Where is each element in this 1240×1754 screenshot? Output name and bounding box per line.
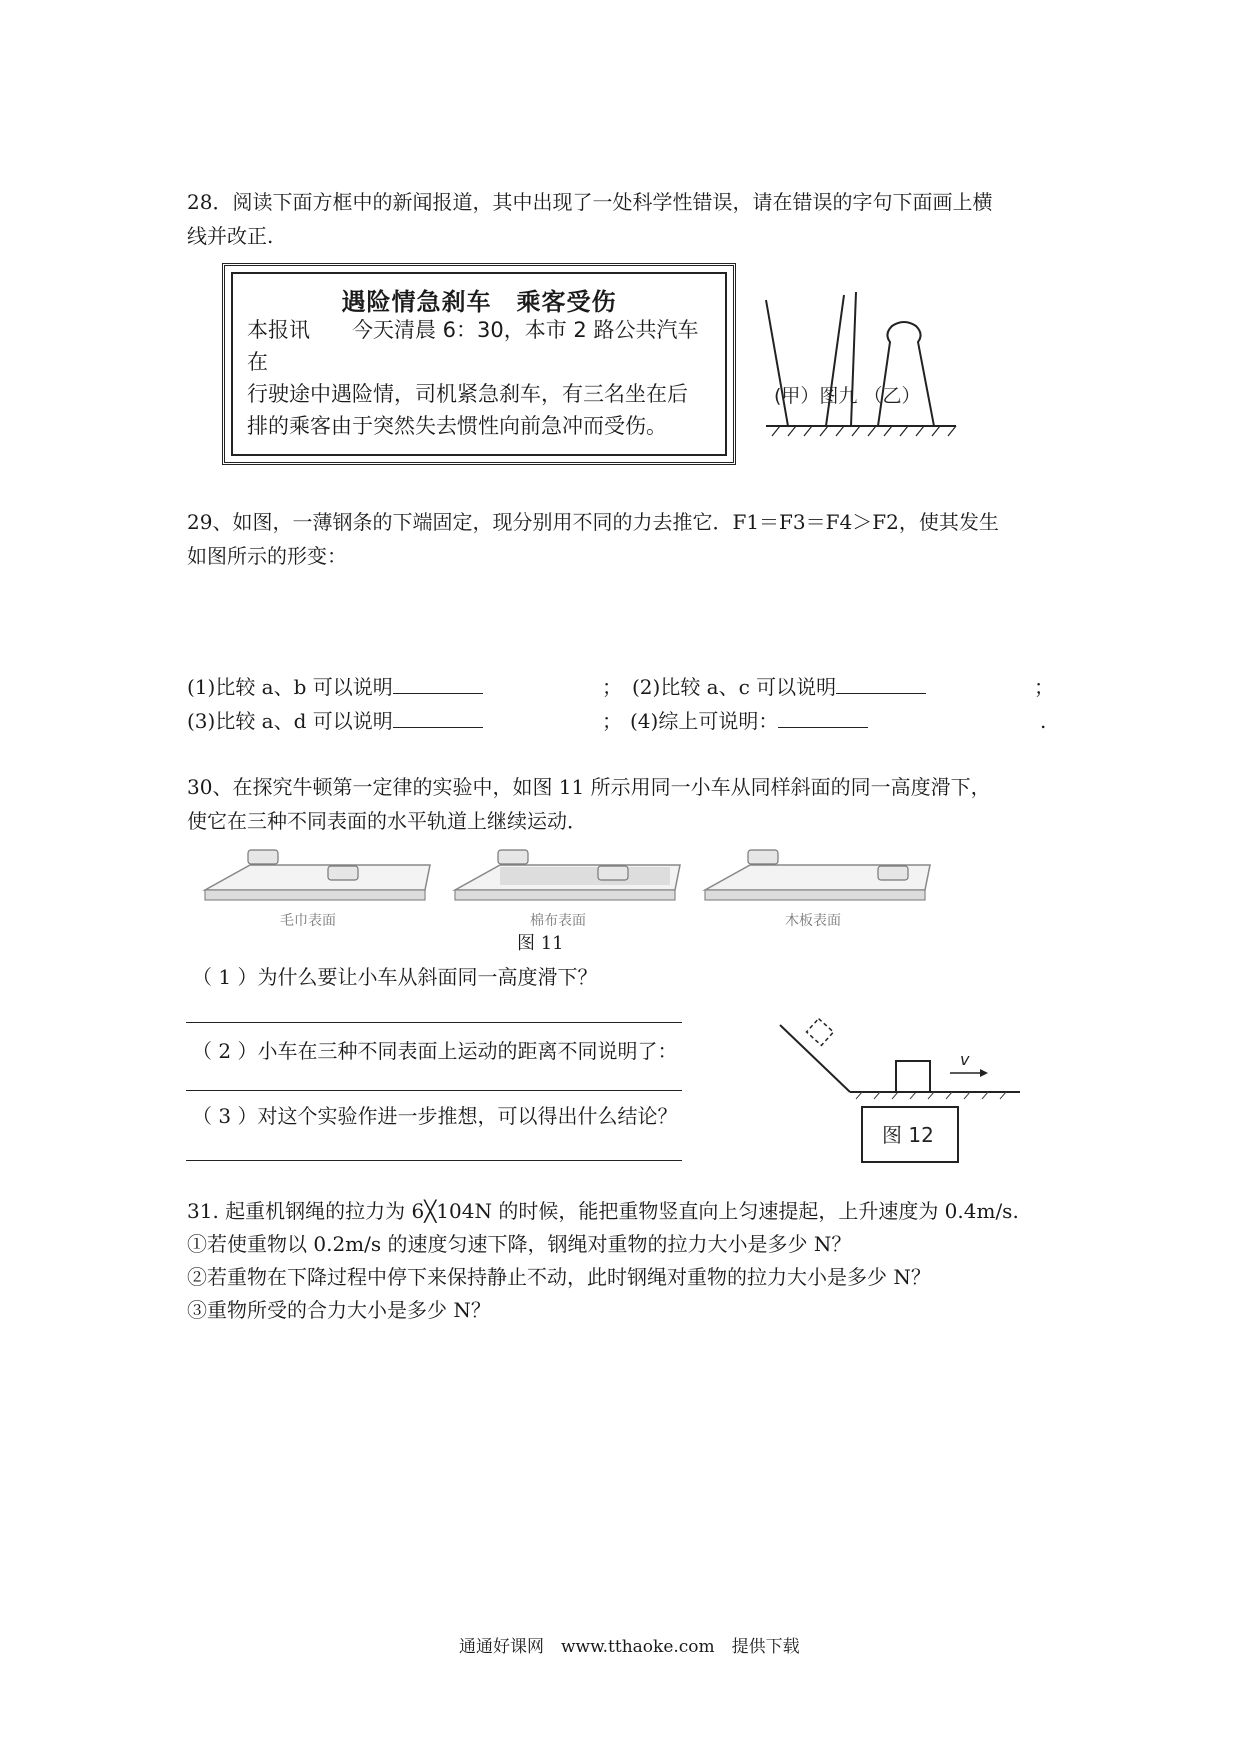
floor-hatching [856,1092,1006,1099]
news-title: 遇险情急刹车 乘客受伤 [341,288,617,316]
q29-item1-end: ； [602,675,622,699]
q29-item2-end: ； [1034,675,1054,699]
q30-sub1: （ 1 ）为什么要让小车从斜面同一高度滑下？ [192,965,598,989]
answer-line-3[interactable] [186,1160,682,1161]
label-towel: 毛巾表面 [280,913,336,929]
label-wood: 木板表面 [785,913,841,929]
q29-item1 [187,672,483,702]
figure-11 [200,845,1080,945]
strip-yi-shape [878,322,934,426]
q29-item1-blank[interactable] [393,673,483,694]
q29-item3-end: ； [602,709,622,733]
q29-item4-end: . [1040,709,1047,733]
q29-item4-blank[interactable] [778,707,868,728]
figure-9-caption: (甲）图九 （乙） [774,385,921,407]
label-cotton: 棉布表面 [530,913,586,929]
q31-sub1: ①若使重物以 0.2m/s 的速度匀速下降，钢绳对重物的拉力大小是多少 N？ [187,1232,852,1256]
car-wood-end [878,866,908,880]
q29-item2-blank[interactable] [836,673,926,694]
q29-item3-text: (3)比较 a、d 可以说明 [187,709,393,733]
q29-item4 [630,706,868,736]
q29-line2: 如图所示的形变： [187,544,347,568]
ramp-cotton [455,850,680,929]
fig11-caption: 图 11 [517,933,564,954]
q29-item4-text: (4)综上可说明： [630,709,779,733]
news-box [222,263,736,465]
incline-line [780,1025,850,1092]
q29-item1-text: (1)比较 a、b 可以说明 [187,675,393,699]
velocity-label: v [960,1050,970,1069]
strip-jia-left [766,300,788,426]
answer-line-2[interactable] [186,1090,682,1091]
q31-sub3: ③重物所受的合力大小是多少 N？ [187,1298,491,1322]
block [896,1061,930,1092]
velocity-arrowhead [980,1069,988,1077]
q31-line1: 31. 起重机钢绳的拉力为 6╳104N 的时候，能把重物竖直向上匀速提起，上升速度为 0.4m/s. [187,1199,1019,1223]
car-towel-start [248,850,278,864]
news-inner-frame [231,272,727,456]
q30-line2: 使它在三种不同表面的水平轨道上继续运动． [187,809,587,833]
car-cotton-end [598,866,628,880]
news-line-2: 行驶途中遇险情，司机紧急刹车，有三名坐在后 [247,382,688,406]
news-line-1: 本报讯 今天清晨 6：30，本市 2 路公共汽车在 [247,318,699,374]
q29-item2-text: (2)比较 a、c 可以说明 [632,675,837,699]
fig12-caption: 图 12 [882,1123,934,1147]
q29-item3 [187,706,483,736]
car-cotton-start [498,850,528,864]
q28-line1: 28．阅读下面方框中的新闻报道，其中出现了一处科学性错误，请在错误的字句下面画上横 [187,190,993,214]
figure-12 [770,1015,1030,1175]
q30-sub3: （ 3 ）对这个实验作进一步推想，可以得出什么结论？ [192,1104,678,1128]
q31-sub2: ②若重物在下降过程中停下来保持静止不动，此时钢绳对重物的拉力大小是多少 N？ [187,1265,931,1289]
car-wood-start [748,850,778,864]
news-line-3: 排的乘客由于突然失去惯性向前急冲而受伤。 [247,414,667,438]
car-towel-end [328,866,358,880]
answer-line-1[interactable] [186,1022,682,1023]
q29-line1: 29、如图，一薄钢条的下端固定，现分别用不同的力去推它．F1＝F3＝F4＞F2，使其发生 [187,510,999,534]
q28-line2: 线并改正. [187,224,274,248]
q29-item3-blank[interactable] [393,707,483,728]
ramp-towel [205,850,430,929]
block-dashed [807,1019,834,1046]
q30-sub2: （ 2 ）小车在三种不同表面上运动的距离不同说明了： [192,1039,678,1063]
figure-9 [766,290,966,470]
ground-hatching [772,426,956,436]
q29-item2 [632,672,926,702]
footer: 通通好课网 www.tthaoke.com 提供下载 [459,1637,800,1657]
news-body [247,314,717,442]
q30-line1: 30、在探究牛顿第一定律的实验中，如图 11 所示用同一小车从同样斜面的同一高度滑下， [187,775,991,799]
ramp-wood [705,850,930,929]
cotton-texture [500,867,670,885]
